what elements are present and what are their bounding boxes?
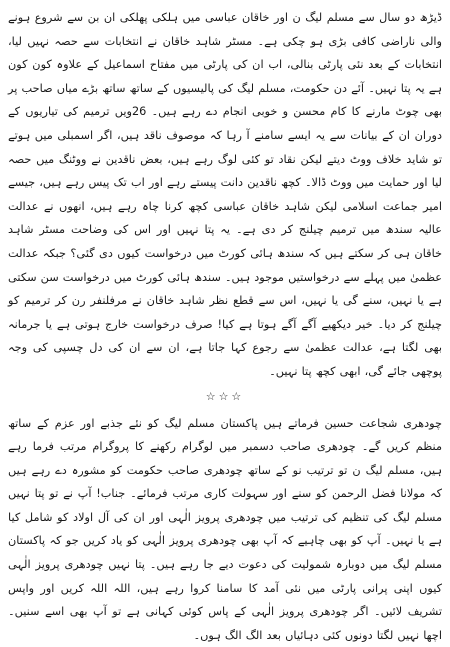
section-separator: ☆☆☆ [8, 386, 442, 408]
article-paragraph-2: چودھری شجاعت حسین فرماتے ہیں پاکستان مسلم لیگ کو نئے جذبے اور عزم کے ساتھ منظم کریں گے۔ چودھری صاحب دسمبر میں لوگرام رکھنے کا پروگرام مرتب فرما رہے ہیں، مسلم لیگ ن تو ترتیب نو کے ساتھ چودھری صاحب حکومت کو مشورہ دے رہے ہیں کہ مولانا فضل الرحمن کو سنے اور سہولت کاری مرتب فرمائے۔ جناب! آپ نے تو پتا نہیں مسلم لیگ کی تنظیم کی ترتیب میں چودھری پرویز الٰہی اور ان کی آل اولاد کو شامل کیا ہے یا نہیں۔ آپ کو بھی چاہیے کہ آپ بھی چودھری پرویز الٰہی کو یاد کریں جو کہ پاکستان مسلم لیگ میں دوبارہ شمولیت کی دعوت دیے جا رہے ہیں۔ پتا نہیں چودھری پرویز الٰہی کیوں اپنی پرانی پارٹی میں نئی آمد کا سامنا کروا رہے ہیں، اللہ اللہ کریں اور واپس تشریف لائیں۔ اگر چودھری پرویز الٰہی کے پاس کوئی کہانی ہے تو آپ بھی اسے سنیں۔ اچھا نہیں لگتا دونوں کئی دہائیاں بعد الگ الگ ہوں۔ [8, 412, 442, 647]
article-paragraph-1: ڈیڑھ دو سال سے مسلم لیگ ن اور خاقان عباسی میں ہلکی پھلکی ان بن سے شروع ہونے والی ناراضی کافی بڑی ہو چکی ہے۔ مسٹر شاہد خاقان نے انتخابات سے حصہ نہیں لیا، انتخابات کے بعد نئی پارٹی بنالی، اب ان کی پارٹی میں مفتاح اسماعیل کے علاوہ کون کون ہے یہ پتا نہیں۔ آئے دن حکومت، مسلم لیگ کی پالیسیوں کے ساتھ ساتھ بڑے میاں صاحب پر بھی چوٹ مارنے کا کام محسن و خوبی انجام دے رہے ہیں۔ 26ویں ترمیم کی تیاریوں کے دوران ان کے بیانات سے یہ ایسے سامنے آ رہا کہ موصوف ناقد ہیں، اگر اسمبلی میں ہوتے تو شاید خلاف ووٹ دیتے لیکن نقاد تو کئی لوگ رہے ہیں، بعض ناقدین نے ووٹنگ میں حصہ لیا اور حمایت میں ووٹ ڈالا۔ کچھ ناقدین دانت پیستے رہے اور اب تک پیس رہے ہیں، جیسے امیر جماعت اسلامی لیکن شاہد خاقان عباسی کچھ کرنا چاہ رہے ہیں، انھوں نے عدالت عالیہ سندھ میں ترمیم چیلنج کر دی ہے۔ یہ پتا نہیں اور اس کی وضاحت مسٹر شاہد خاقان ہی کر سکتے ہیں کہ سندھ ہائی کورٹ میں درخواست کیوں دی گئی؟ جبکہ عدالت عظمیٰ میں پہلے سے درخواستیں موجود ہیں۔ سندھ ہائی کورٹ میں درخواست سن سکتی ہے یا نہیں، سنے گی یا نہیں، اس سے قطع نظر شاہد خاقان نے مرفلنفر رن کر ترمیم کو چیلنج کر دیا۔ خیر دیکھیے آگے آگے ہوتا ہے کیا! صرف درخواست خارج ہوتی ہے یا جرمانہ بھی لگتا ہے، عدالت عظمیٰ سے رجوع کہا جاتا ہے، ان سے ان کی دل چسپی کی وجہ پوچھی جائے گی، ابھی کچھ پتا نہیں۔ [8, 6, 442, 384]
